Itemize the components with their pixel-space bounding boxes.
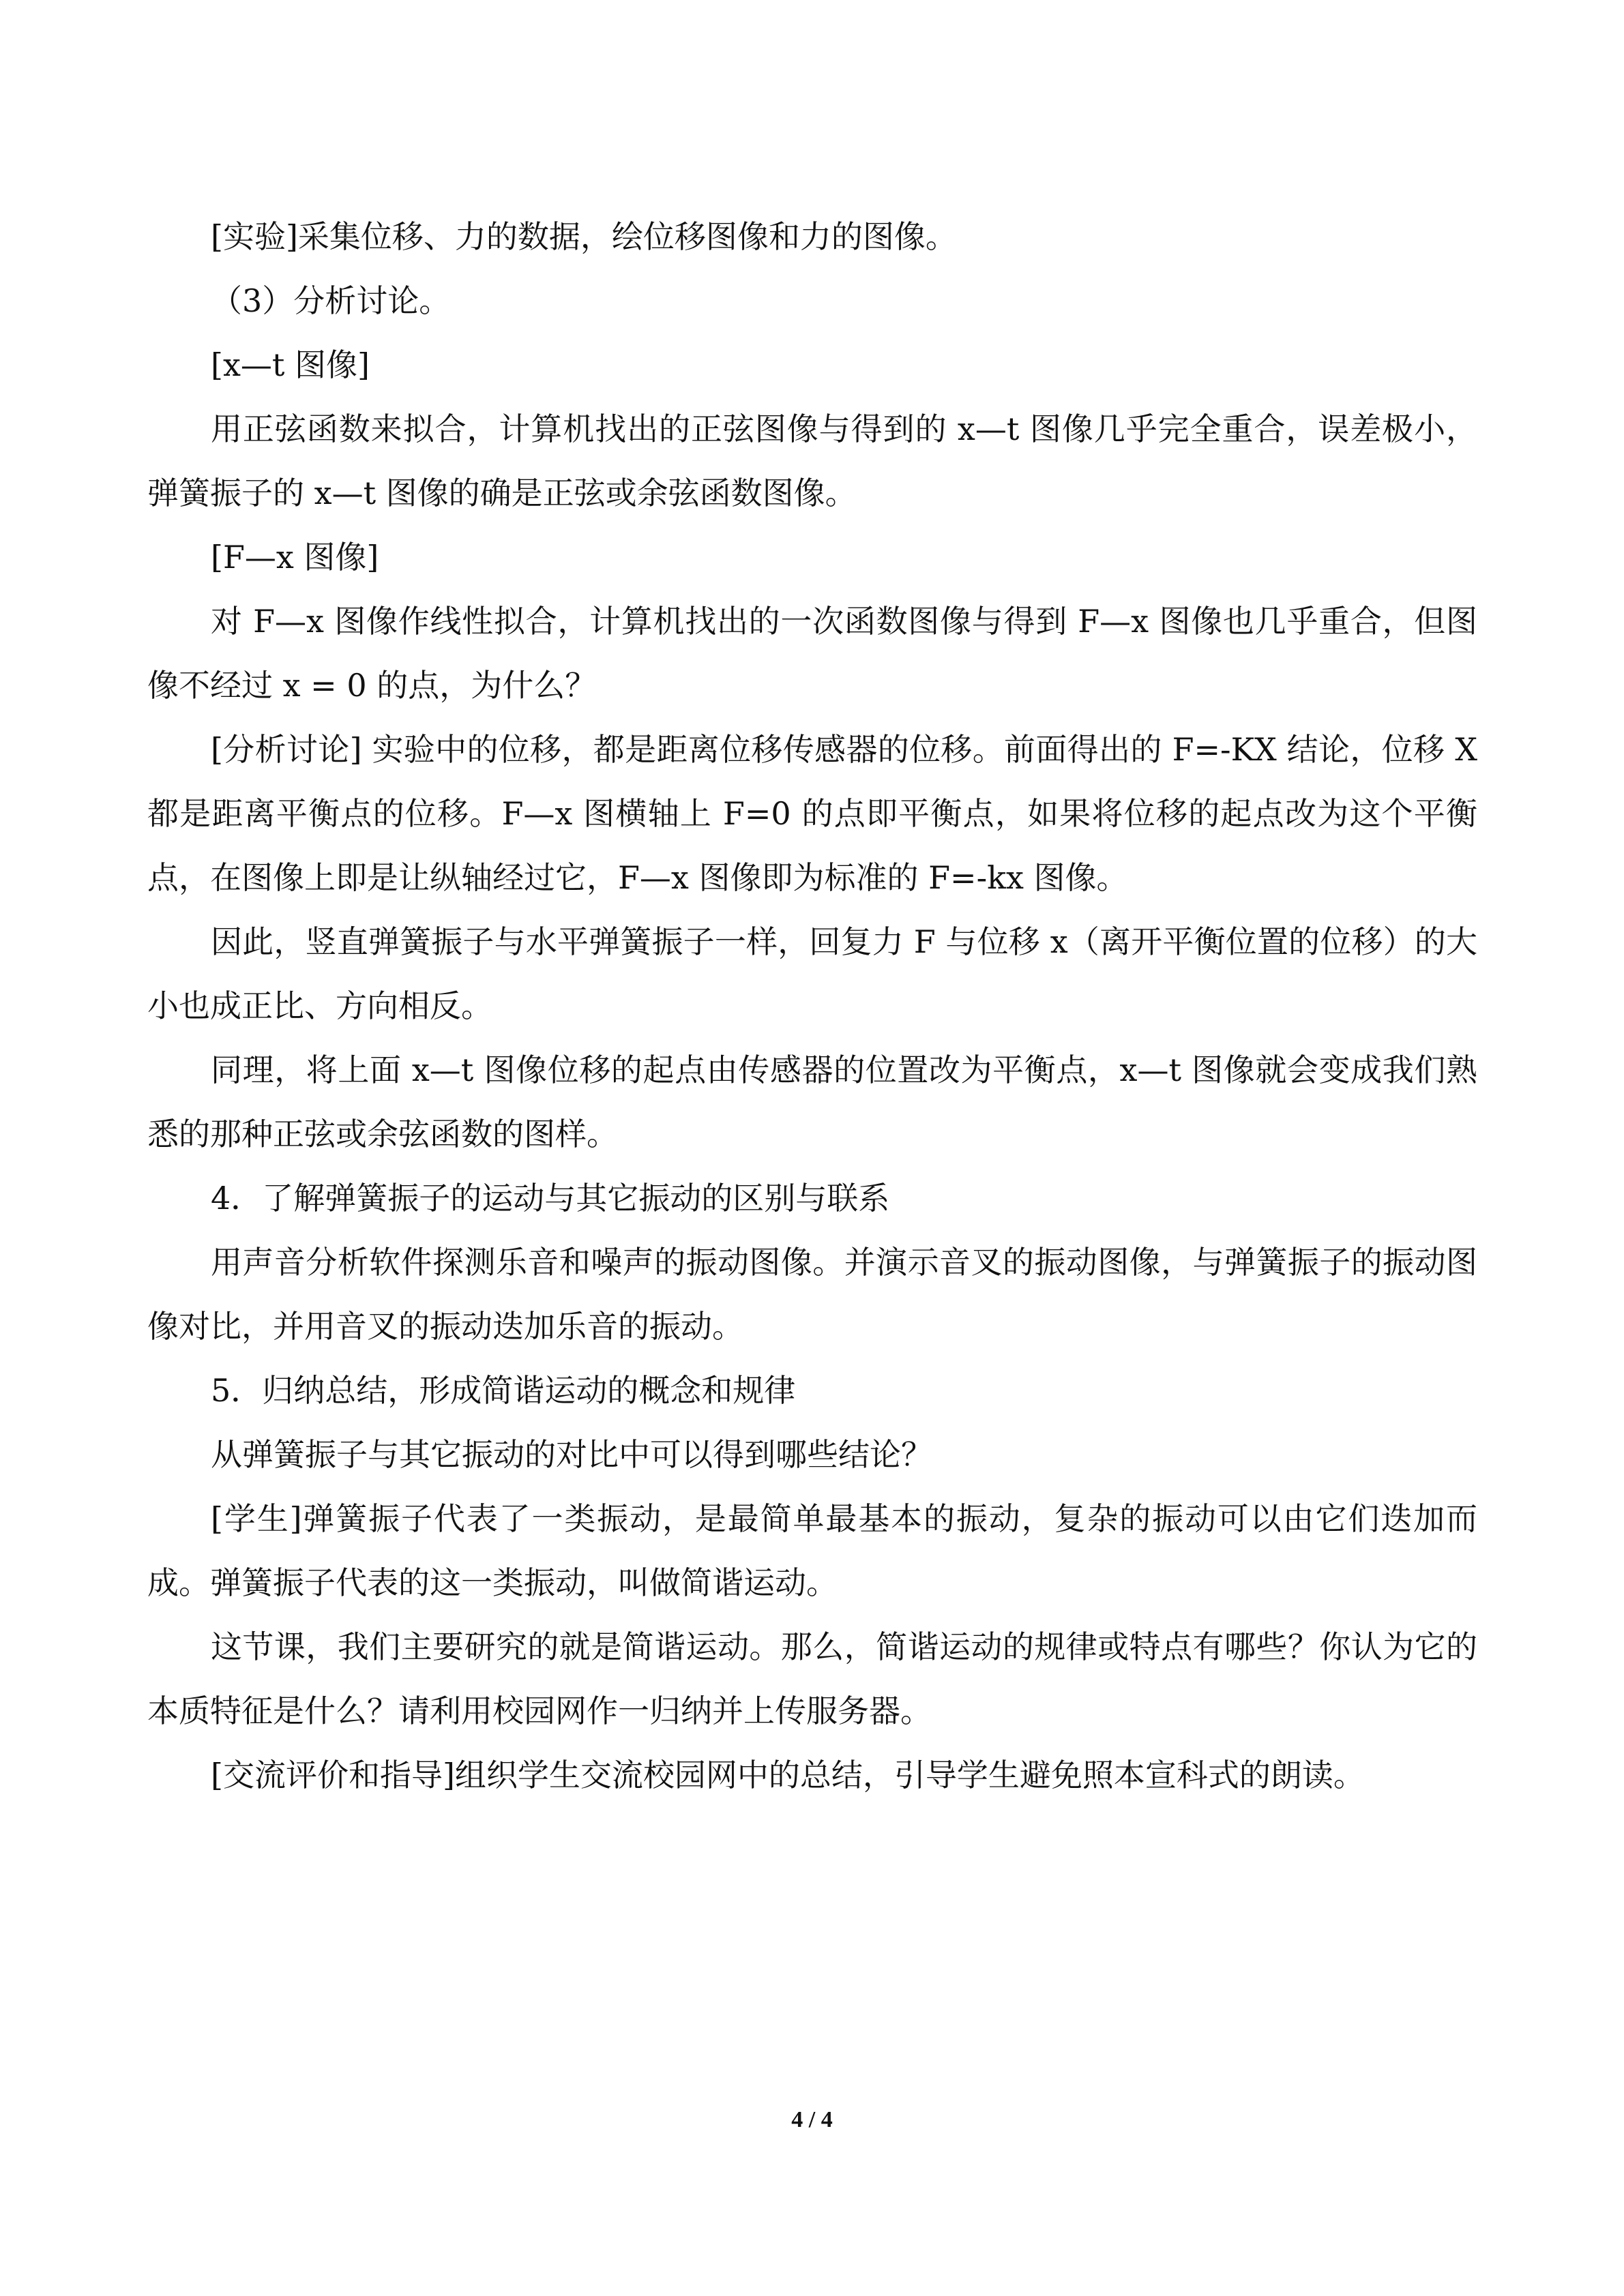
section-heading-4: 4．了解弹簧振子的运动与其它振动的区别与联系 bbox=[211, 1180, 890, 1217]
paragraph-analysis-heading: （3）分析讨论。 bbox=[211, 282, 451, 319]
paragraph-student: [学生]弹簧振子代表了一类振动，是最简单最基本的振动，复杂的振动可以由它们迭加而成。弹簧振子代表的这一类振动，叫做简谐运动。 bbox=[147, 1500, 1477, 1601]
paragraph-analysis-discussion: [分析讨论] 实验中的位移，都是距离位移传感器的位移。前面得出的 F=-KX 结论，位移 X 都是距离平衡点的位移。F—x 图横轴上 F=0 的点即平衡点，如果将位移的起点改为这个平衡点，在图像上即是让纵轴经过它，F—x 图像即为标准的 F=-kx 图像。 bbox=[147, 731, 1477, 896]
paragraph-fx-label: [F—x 图像] bbox=[211, 539, 379, 576]
paragraph-conclusion: 因此，竖直弹簧振子与水平弹簧振子一样，回复力 F 与位移 x（离开平衡位置的位移）的大小也成正比、方向相反。 bbox=[147, 923, 1477, 1024]
paragraph-xt-label: [x—t 图像] bbox=[211, 346, 370, 383]
paragraph-sound-analysis: 用声音分析软件探测乐音和噪声的振动图像。并演示音叉的振动图像，与弹簧振子的振动图像对比，并用音叉的振动迭加乐音的振动。 bbox=[147, 1244, 1477, 1345]
paragraph-question: 从弹簧振子与其它振动的对比中可以得到哪些结论？ bbox=[211, 1436, 932, 1473]
paragraph-experiment: [实验]采集位移、力的数据，绘位移图像和力的图像。 bbox=[211, 218, 957, 255]
section-heading-5: 5．归纳总结，形成简谐运动的概念和规律 bbox=[211, 1372, 796, 1409]
paragraph-fx-fit: 对 F—x 图像作线性拟合，计算机找出的一次函数图像与得到 F—x 图像也几乎重合，但图像不经过 x = 0 的点，为什么？ bbox=[147, 603, 1477, 704]
paragraph-similarly: 同理，将上面 x—t 图像位移的起点由传感器的位置改为平衡点，x—t 图像就会变成我们熟悉的那种正弦或余弦函数的图样。 bbox=[147, 1052, 1477, 1152]
paragraph-evaluation: [交流评价和指导]组织学生交流校园网中的总结，引导学生避免照本宣科式的朗读。 bbox=[211, 1757, 1365, 1793]
document-body bbox=[147, 205, 1477, 1807]
paragraph-lesson-focus: 这节课，我们主要研究的就是简谐运动。那么，简谐运动的规律或特点有哪些？你认为它的本质特征是什么？请利用校园网作一归纳并上传服务器。 bbox=[147, 1628, 1477, 1729]
page-number: 4 / 4 bbox=[791, 2107, 833, 2132]
paragraph-xt-fit: 用正弦函数来拟合，计算机找出的正弦图像与得到的 x—t 图像几乎完全重合，误差极小，弹簧振子的 x—t 图像的确是正弦或余弦函数图像。 bbox=[147, 411, 1477, 511]
